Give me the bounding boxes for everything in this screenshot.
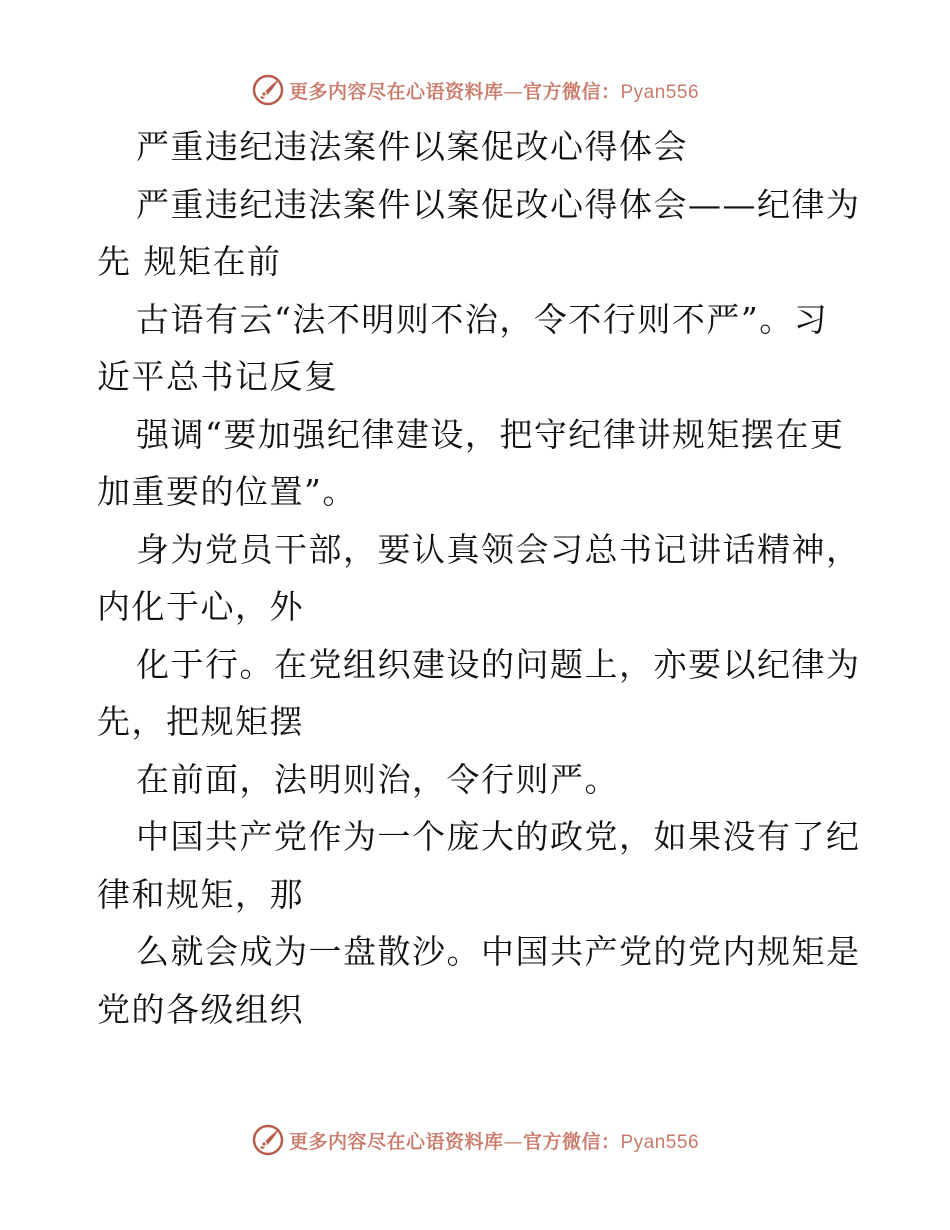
- text-line: 党的各级组织: [97, 989, 304, 1029]
- header-wechat-id: Pyan556: [620, 81, 700, 103]
- text-line: 加重要的位置”。: [97, 472, 357, 511]
- header-wechat-label: 官方微信：: [522, 80, 621, 103]
- footer-banner-text: [289, 1127, 699, 1154]
- text-line: 律和规矩，那: [97, 874, 304, 914]
- footer-banner: [0, 1120, 950, 1160]
- footer-wechat-label: 官方微信：: [522, 1130, 621, 1153]
- header-site-name: 更多内容尽在心语资料库: [288, 80, 504, 103]
- header-banner-text: [289, 77, 699, 104]
- footer-wechat-id: Pyan556: [620, 1131, 700, 1153]
- text-line: 化于行。在党组织建设的问题上，亦要以纪律为: [136, 644, 861, 684]
- text-line: 在前面，法明则治，令行则严。: [136, 759, 619, 799]
- quill-logo-icon: [251, 73, 285, 107]
- text-line: 内化于心，外: [97, 587, 304, 626]
- text-line: 近平总书记反复: [97, 357, 339, 396]
- header-banner: [0, 70, 950, 110]
- document-body: [97, 118, 861, 1038]
- text-line: 先 规矩在前: [97, 242, 282, 281]
- text-line: 身为党员干部，要认真领会习总书记讲话精神，: [136, 529, 861, 569]
- text-line: 中国共产党作为一个庞大的政党，如果没有了纪: [136, 817, 861, 856]
- text-line: 严重违纪违法案件以案促改心得体会: [136, 127, 688, 166]
- text-line: 严重违纪违法案件以案促改心得体会——纪律为: [136, 184, 861, 224]
- text-line: 古语有云“法不明则不治，令不行则不严”。习: [136, 299, 829, 339]
- text-line: 么就会成为一盘散沙。中国共产党的党内规矩是: [136, 932, 861, 971]
- text-line: 先，把规矩摆: [97, 702, 304, 741]
- header-separator: —: [503, 80, 523, 103]
- footer-site-name: 更多内容尽在心语资料库: [288, 1130, 504, 1153]
- text-line: 强调“要加强纪律建设，把守纪律讲规矩摆在更: [136, 414, 845, 454]
- quill-logo-icon: [251, 1123, 285, 1157]
- footer-separator: —: [503, 1130, 523, 1153]
